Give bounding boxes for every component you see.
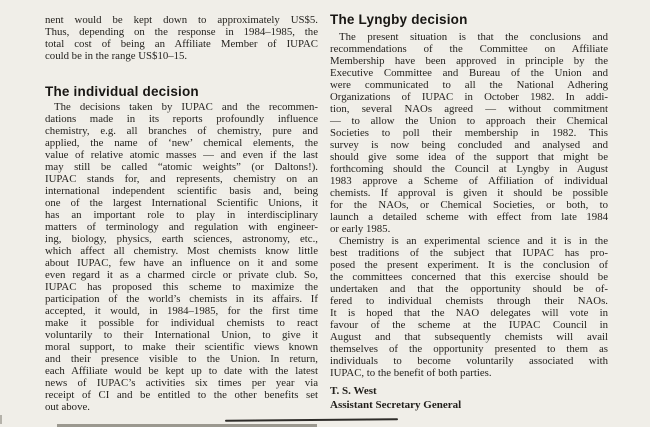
text-line: Societies to poll their membership in 1982. This bbox=[330, 127, 608, 139]
text-line: Membership have been approved in principle by the bbox=[330, 55, 608, 67]
text-line: dations made in its reports profoundly influence bbox=[45, 113, 318, 125]
text-line: could be in the range US$10–15. bbox=[45, 50, 188, 62]
text-line: Thus, depending on the response in 1984–1985, the bbox=[45, 26, 318, 38]
left-column bbox=[45, 0, 318, 427]
text-line: accepted, it would, in 1984–1985, for the first time bbox=[45, 305, 318, 317]
text-line: or early 1985. bbox=[330, 223, 391, 235]
text-line: has an important role to play in interdisciplinary bbox=[45, 209, 318, 221]
text-line: fered to individual chemists through their NAOs. bbox=[330, 295, 608, 307]
text-line: which affect all chemistry. Most chemists know little bbox=[45, 245, 318, 257]
text-line: one of the largest International Scientific Unions, it bbox=[45, 197, 318, 209]
text-line: total cost of being an Affiliate Member of IUPAC bbox=[45, 38, 318, 50]
text-line: IUPAC, to the benefit of both parties. bbox=[330, 367, 492, 379]
lyngby-paragraph-1 bbox=[330, 31, 608, 235]
text-line: about IUPAC, few have an influence on it and some bbox=[45, 257, 318, 269]
individual-decision-paragraph bbox=[45, 101, 318, 413]
text-line: chemistry, e.g. all branches of chemistry, pure and bbox=[45, 125, 318, 137]
text-line: favour of the scheme at the IUPAC Council in bbox=[330, 319, 608, 331]
intro-paragraph bbox=[45, 14, 318, 62]
text-line: best traditions of the subject that IUPAC has pro- bbox=[330, 247, 608, 259]
text-line: The decisions taken by IUPAC and the recommen- bbox=[54, 101, 318, 113]
signature-block bbox=[330, 385, 608, 412]
text-line: Organizations of IUPAC in October 1982. In addi- bbox=[330, 91, 608, 103]
individual-decision-heading: The individual decision bbox=[45, 84, 199, 99]
lyngby-decision-heading: The Lyngby decision bbox=[330, 12, 468, 27]
text-line: make it possible for individual chemists to react bbox=[45, 317, 318, 329]
text-line: launch a detailed scheme with effect from late 1984 bbox=[330, 211, 608, 223]
text-line: Executive Committee and Bureau of the Union and bbox=[330, 67, 608, 79]
text-line: nent would be kept down to approximately US$5. bbox=[45, 14, 318, 26]
text-line: ing, biology, physics, earth sciences, astronomy, etc., bbox=[45, 233, 318, 245]
text-line: undertaken and that the opportunity should be of- bbox=[330, 283, 608, 295]
text-line: chemists. If approval is given it should be possible bbox=[330, 187, 608, 199]
text-line: the committees concerned that this exercise should be bbox=[330, 271, 608, 283]
text-line: recommendations of the Committee on Affiliate bbox=[330, 43, 608, 55]
text-line: may still be called “atomic weights” (or Daltons!). bbox=[45, 161, 318, 173]
text-line: were communicated to all the National Adhering bbox=[330, 79, 608, 91]
text-line: voluntarily to their International Union, to give it bbox=[45, 329, 318, 341]
text-line: applied, the name of ‘new’ chemical elements, the bbox=[45, 137, 318, 149]
text-line: IUPAC has proposed this scheme to maximize the bbox=[45, 281, 318, 293]
text-line: international independent scientific basis and, being bbox=[45, 185, 318, 197]
text-line: should give some idea of the support that might be bbox=[330, 151, 608, 163]
text-line: tion, several NAOs agreed — without commitment bbox=[330, 103, 608, 115]
text-line: for the NAOs, or Chemical Societies, or both, to bbox=[330, 199, 608, 211]
text-line: news of IUPAC’s activities six times per year via bbox=[45, 377, 318, 389]
text-line: out above. bbox=[45, 401, 90, 413]
text-line: each Affiliate would be kept up to date with the latest bbox=[45, 365, 318, 377]
text-line: receipt of CI and be entitled to the other benefits set bbox=[45, 389, 318, 401]
text-line: Chemistry is an experimental science and it is in the bbox=[339, 235, 608, 247]
text-line: posed the present experiment. It is the conclusion of bbox=[330, 259, 608, 271]
signature-title: Assistant Secretary General bbox=[330, 399, 462, 411]
lyngby-paragraph-2 bbox=[330, 235, 608, 379]
text-line: participation of the world’s chemists in its affairs. If bbox=[45, 293, 318, 305]
text-line: forthcoming should the Council at Lyngby in August bbox=[330, 163, 608, 175]
text-line: even regard it as a charmed circle or private club. So, bbox=[45, 269, 318, 281]
text-line: IUPAC stands for, and represents, chemistry on an bbox=[45, 173, 318, 185]
text-line: moral support, to make their scientific views known bbox=[45, 341, 318, 353]
text-line: August and that subsequently chemists will avail bbox=[330, 331, 608, 343]
text-line: matters of terminology and regulation with engineer- bbox=[45, 221, 318, 233]
text-line: themselves of the opportunity presented to them as bbox=[330, 343, 608, 355]
text-line: — to allow the Union to approach their Chemical bbox=[330, 115, 608, 127]
text-line: and their presence visible to the Union. In return, bbox=[45, 353, 318, 365]
text-line: The present situation is that the conclusions and bbox=[339, 31, 608, 43]
right-column bbox=[330, 0, 608, 427]
text-line: individuals to become voluntarily associated with bbox=[330, 355, 608, 367]
text-line: 1983 approve a Scheme of Affiliation of individual bbox=[330, 175, 608, 187]
signature-name: T. S. West bbox=[330, 385, 377, 397]
page-edge-artifact bbox=[0, 415, 2, 424]
text-line: value of relative atomic masses — and even if the last bbox=[45, 149, 318, 161]
text-line: survey is now being concluded and analysed and bbox=[330, 139, 608, 151]
text-line: It is hoped that the NAO delegates will vote in bbox=[330, 307, 608, 319]
